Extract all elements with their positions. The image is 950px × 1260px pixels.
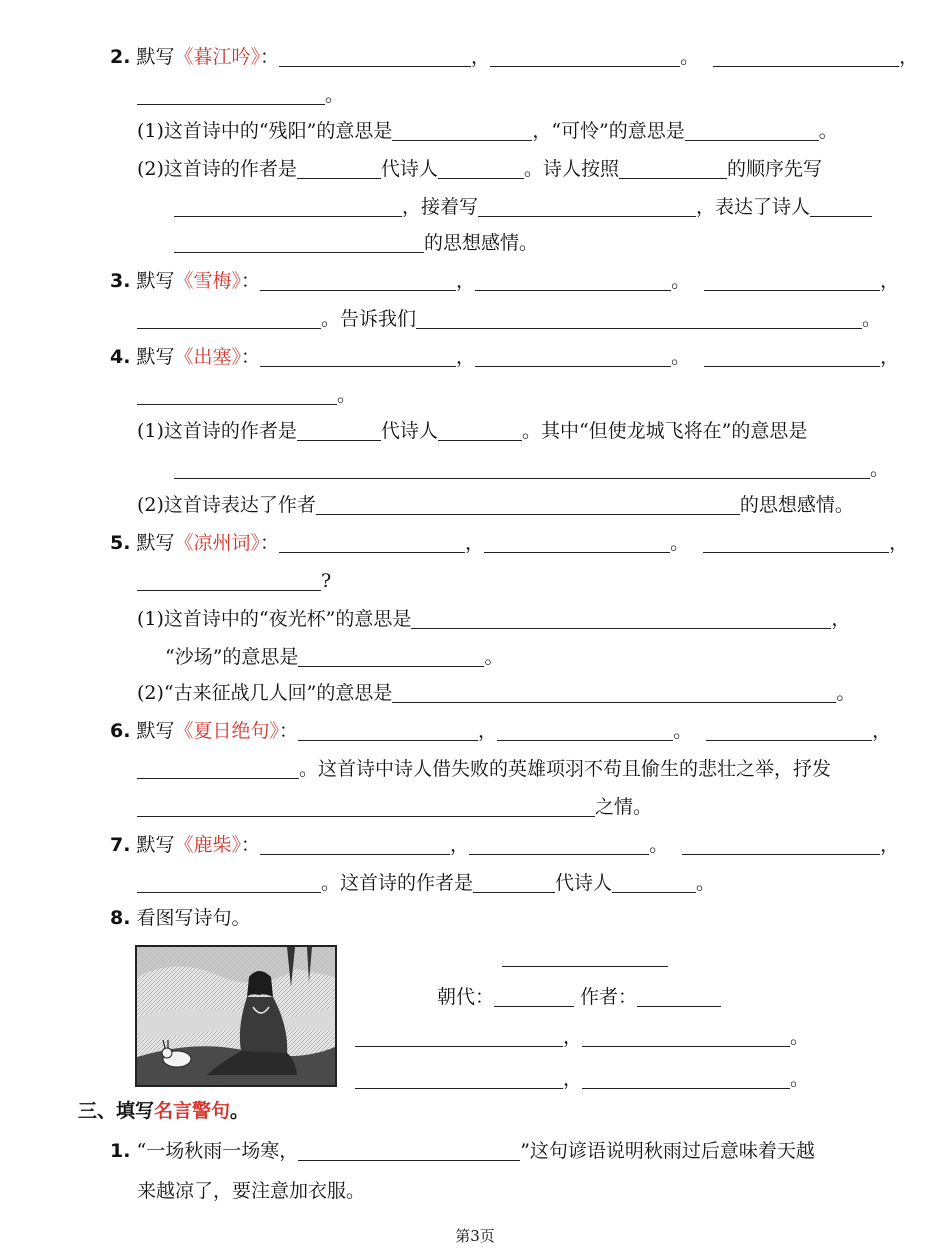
q5-line-2 — [137, 568, 331, 594]
q8-verse-blank-3[interactable] — [355, 1068, 563, 1089]
period: 。 — [790, 1068, 810, 1090]
q4-blank-3[interactable] — [704, 346, 880, 367]
q2-sub2-text-c: 。诗人按照 — [523, 158, 619, 180]
comma: ， — [456, 270, 476, 292]
comma: ， — [563, 1026, 583, 1048]
q4-sub1-text-a: (1)这首诗的作者是 — [137, 420, 297, 442]
q2-verb: 默写 — [136, 46, 175, 68]
comma: ， — [563, 1068, 583, 1090]
q8-verse-blank-2[interactable] — [582, 1026, 790, 1047]
q2-sub2-blank-4[interactable] — [174, 196, 402, 217]
q2-blank-2[interactable] — [490, 46, 680, 67]
q2-line-1 — [110, 44, 918, 70]
q7-blank-1[interactable] — [260, 834, 450, 855]
q7-blank-2[interactable] — [469, 834, 649, 855]
q6-title: 《夏日绝句》 — [174, 720, 280, 742]
q2-sub1-blank-2[interactable] — [685, 120, 819, 141]
s3q1-text-b: ”这句谚语说明秋雨过后意味着天越 — [520, 1140, 815, 1162]
q6-blank-2[interactable] — [497, 720, 673, 741]
q8-verse-line-2 — [355, 1066, 809, 1092]
period: 。 — [673, 720, 693, 742]
q2-number: 2. — [110, 46, 131, 68]
q5-sub1-text-a: (1)这首诗中的“夜光杯”的意思是 — [137, 608, 412, 630]
q3-number: 3. — [110, 270, 131, 292]
q2-sub2-text-g: 的思想感情。 — [424, 232, 539, 254]
period: 。 — [230, 1100, 250, 1122]
period: 。 — [696, 872, 716, 894]
q4-sub1-blank-3[interactable] — [174, 458, 870, 479]
comma: ， — [478, 720, 498, 742]
author-label: 作者： — [580, 986, 638, 1008]
q7-blank-5[interactable] — [473, 872, 555, 893]
q4-verb: 默写 — [136, 346, 175, 368]
comma: ， — [471, 46, 491, 68]
period: 。 — [670, 532, 690, 554]
q4-sub1 — [137, 418, 807, 444]
q7-verb: 默写 — [136, 834, 175, 856]
q5-sub2-text-a: (2)“古来征战几人回”的意思是 — [137, 682, 393, 704]
q3-colon: ： — [241, 270, 261, 292]
q7-title: 《鹿柴》 — [174, 834, 242, 856]
q2-blank-1[interactable] — [279, 46, 471, 67]
q3-blank-3[interactable] — [704, 270, 880, 291]
q6-line-3 — [137, 794, 652, 820]
comma: ， — [880, 834, 900, 856]
q4-sub1-blank-2[interactable] — [438, 420, 522, 441]
s3q1-number: 1. — [110, 1140, 131, 1162]
comma: ， — [450, 834, 470, 856]
q5-title: 《凉州词》 — [174, 532, 261, 554]
q8-number: 8. — [110, 907, 131, 929]
q4-blank-1[interactable] — [260, 346, 456, 367]
comma: ， — [456, 346, 476, 368]
poem-illustration — [135, 945, 337, 1087]
q2-sub2-blank-5[interactable] — [478, 196, 696, 217]
period: 。 — [680, 46, 700, 68]
q2-blank-3[interactable] — [713, 46, 899, 67]
q4-sub1-line-2 — [174, 456, 889, 482]
q2-blank-4[interactable] — [137, 84, 325, 105]
period: 。 — [649, 834, 669, 856]
dynasty-label: 朝代： — [437, 986, 495, 1008]
period: 。 — [862, 308, 882, 330]
q4-line-1 — [110, 344, 899, 370]
q7-colon: ： — [241, 834, 261, 856]
q7-number: 7. — [110, 834, 131, 856]
q5-blank-1[interactable] — [279, 532, 465, 553]
q7-blank-6[interactable] — [612, 872, 696, 893]
q4-sub1-text-b: 代诗人 — [380, 420, 438, 442]
q3-blank-4[interactable] — [137, 308, 321, 329]
q3-title: 《雪梅》 — [174, 270, 242, 292]
q8-dynasty-author — [437, 984, 721, 1010]
comma: ， — [889, 532, 909, 554]
q5-sub1-blank-2[interactable] — [298, 646, 484, 667]
comma: ， — [465, 532, 485, 554]
q4-sub1-blank-1[interactable] — [297, 420, 381, 441]
q7-blank-3[interactable] — [682, 834, 880, 855]
q3-blank-5[interactable] — [416, 308, 862, 329]
q7-text: 。这首诗的作者是 — [321, 872, 474, 894]
period: 。 — [790, 1026, 810, 1048]
q6-blank-5[interactable] — [137, 796, 595, 817]
q6-verb: 默写 — [136, 720, 175, 742]
q2-line-2 — [137, 82, 344, 108]
q4-sub2 — [137, 492, 854, 518]
q3-blank-2[interactable] — [475, 270, 671, 291]
q2-sub2-blank-1[interactable] — [297, 158, 381, 179]
q4-sub2-text-a: (2)这首诗表达了作者 — [137, 494, 316, 516]
comma: ， — [880, 270, 900, 292]
q4-number: 4. — [110, 346, 131, 368]
period: 。 — [671, 346, 691, 368]
q2-sub2-line-3 — [174, 230, 538, 256]
q5-sub1-text-b: “沙场”的意思是 — [165, 646, 299, 668]
q5-verb: 默写 — [136, 532, 175, 554]
q4-blank-2[interactable] — [475, 346, 671, 367]
q2-sub2-text-a: (2)这首诗的作者是 — [137, 158, 297, 180]
q5-sub2 — [137, 680, 855, 706]
q3-verb: 默写 — [136, 270, 175, 292]
s3q1-blank[interactable] — [298, 1140, 520, 1161]
q2-sub2-blank-3[interactable] — [619, 158, 727, 179]
q5-number: 5. — [110, 532, 131, 554]
q3-blank-1[interactable] — [260, 270, 456, 291]
q2-sub1-text: (1)这首诗中的“残阳”的意思是 — [137, 120, 393, 142]
q5-sub1-line-2 — [165, 644, 503, 670]
q2-sub2-blank-6[interactable] — [810, 196, 872, 217]
q5-sub2-blank[interactable] — [392, 682, 836, 703]
q5-colon: ： — [260, 532, 280, 554]
q2-sub2-line-2 — [174, 194, 872, 220]
q4-colon: ： — [241, 346, 261, 368]
q5-sub1-blank-1[interactable] — [411, 608, 831, 629]
q6-number: 6. — [110, 720, 131, 742]
q2-sub2-blank-7[interactable] — [174, 232, 424, 253]
dynasty-blank[interactable] — [494, 986, 574, 1007]
q2-sub1-blank-1[interactable] — [392, 120, 532, 141]
comma: ， — [872, 720, 892, 742]
q7-mid-text: 代诗人 — [555, 872, 613, 894]
q4-blank-4[interactable] — [137, 384, 337, 405]
s3q1-text-c: 来越凉了，要注意加衣服。 — [137, 1180, 366, 1202]
s3q1-text-a: “一场秋雨一场寒， — [136, 1140, 299, 1162]
s3q1-line-1 — [110, 1138, 815, 1164]
q2-sub2-text-f: ，表达了诗人 — [696, 196, 811, 218]
q2-sub2-text-b: 代诗人 — [380, 158, 438, 180]
q6-end-text: 之情。 — [595, 796, 653, 818]
author-blank[interactable] — [637, 986, 721, 1007]
comma: ， — [831, 608, 851, 630]
q2-sub2-blank-2[interactable] — [438, 158, 524, 179]
period: 。 — [671, 270, 691, 292]
q6-blank-4[interactable] — [137, 758, 299, 779]
period: 。 — [337, 384, 357, 406]
q7-line-2 — [137, 870, 715, 896]
q8-label: 看图写诗句。 — [136, 907, 251, 929]
period: 。 — [818, 120, 838, 142]
q2-sub2-text-d: 的顺序先写 — [726, 158, 822, 180]
s3q1-line-2 — [137, 1178, 365, 1204]
period: 。 — [484, 646, 504, 668]
q8-line-1 — [110, 905, 251, 931]
q6-colon: ： — [279, 720, 299, 742]
q2-sub2-text-e: ，接着写 — [402, 196, 479, 218]
q8-verse-blank-4[interactable] — [582, 1068, 790, 1089]
comma: ， — [899, 46, 919, 68]
q5-blank-4[interactable] — [137, 570, 321, 591]
q5-blank-3[interactable] — [703, 532, 889, 553]
q3-line-1 — [110, 268, 899, 294]
q4-sub2-blank[interactable] — [316, 494, 740, 515]
comma: ， — [880, 346, 900, 368]
q7-line-1 — [110, 832, 899, 858]
q5-sub1 — [137, 606, 850, 632]
q8-verse-blank-1[interactable] — [355, 1026, 563, 1047]
q5-blank-2[interactable] — [484, 532, 670, 553]
q3-line-2 — [137, 306, 881, 332]
q2-colon: ： — [260, 46, 280, 68]
section-3-label: 三、填写 — [78, 1100, 155, 1122]
q2-title: 《暮江吟》 — [174, 46, 261, 68]
q6-blank-1[interactable] — [298, 720, 478, 741]
q8-verse-line-1 — [355, 1024, 809, 1050]
q4-line-2 — [137, 382, 356, 408]
q2-sub2 — [137, 156, 822, 182]
question-mark: ? — [321, 570, 332, 592]
page-number: 第3页 — [455, 1227, 495, 1245]
period: 。 — [836, 682, 856, 704]
q4-sub2-text-b: 的思想感情。 — [739, 494, 854, 516]
q4-title: 《出塞》 — [174, 346, 242, 368]
q8-title-blank[interactable] — [502, 966, 668, 967]
q4-sub1-text-c: 。其中“但使龙城飞将在”的意思是 — [521, 420, 808, 442]
q2-sub1 — [137, 118, 838, 144]
section-3-red-label: 名言警句 — [154, 1100, 231, 1122]
period: 。 — [870, 458, 890, 480]
q7-blank-4[interactable] — [137, 872, 321, 893]
q5-line-1 — [110, 530, 908, 556]
q6-line-2 — [137, 756, 831, 782]
period: 。 — [325, 84, 345, 106]
q3-tell-text: 。告诉我们 — [321, 308, 417, 330]
q6-blank-3[interactable] — [706, 720, 872, 741]
q6-line-1 — [110, 718, 891, 744]
q6-text: 。这首诗中诗人借失败的英雄项羽不苟且偷生的悲壮之举，抒发 — [299, 758, 832, 780]
moon-lady-rabbit-illustration — [137, 947, 335, 1085]
section-3-heading — [78, 1098, 249, 1124]
q2-sub1-text-b: ，“可怜”的意思是 — [532, 120, 685, 142]
